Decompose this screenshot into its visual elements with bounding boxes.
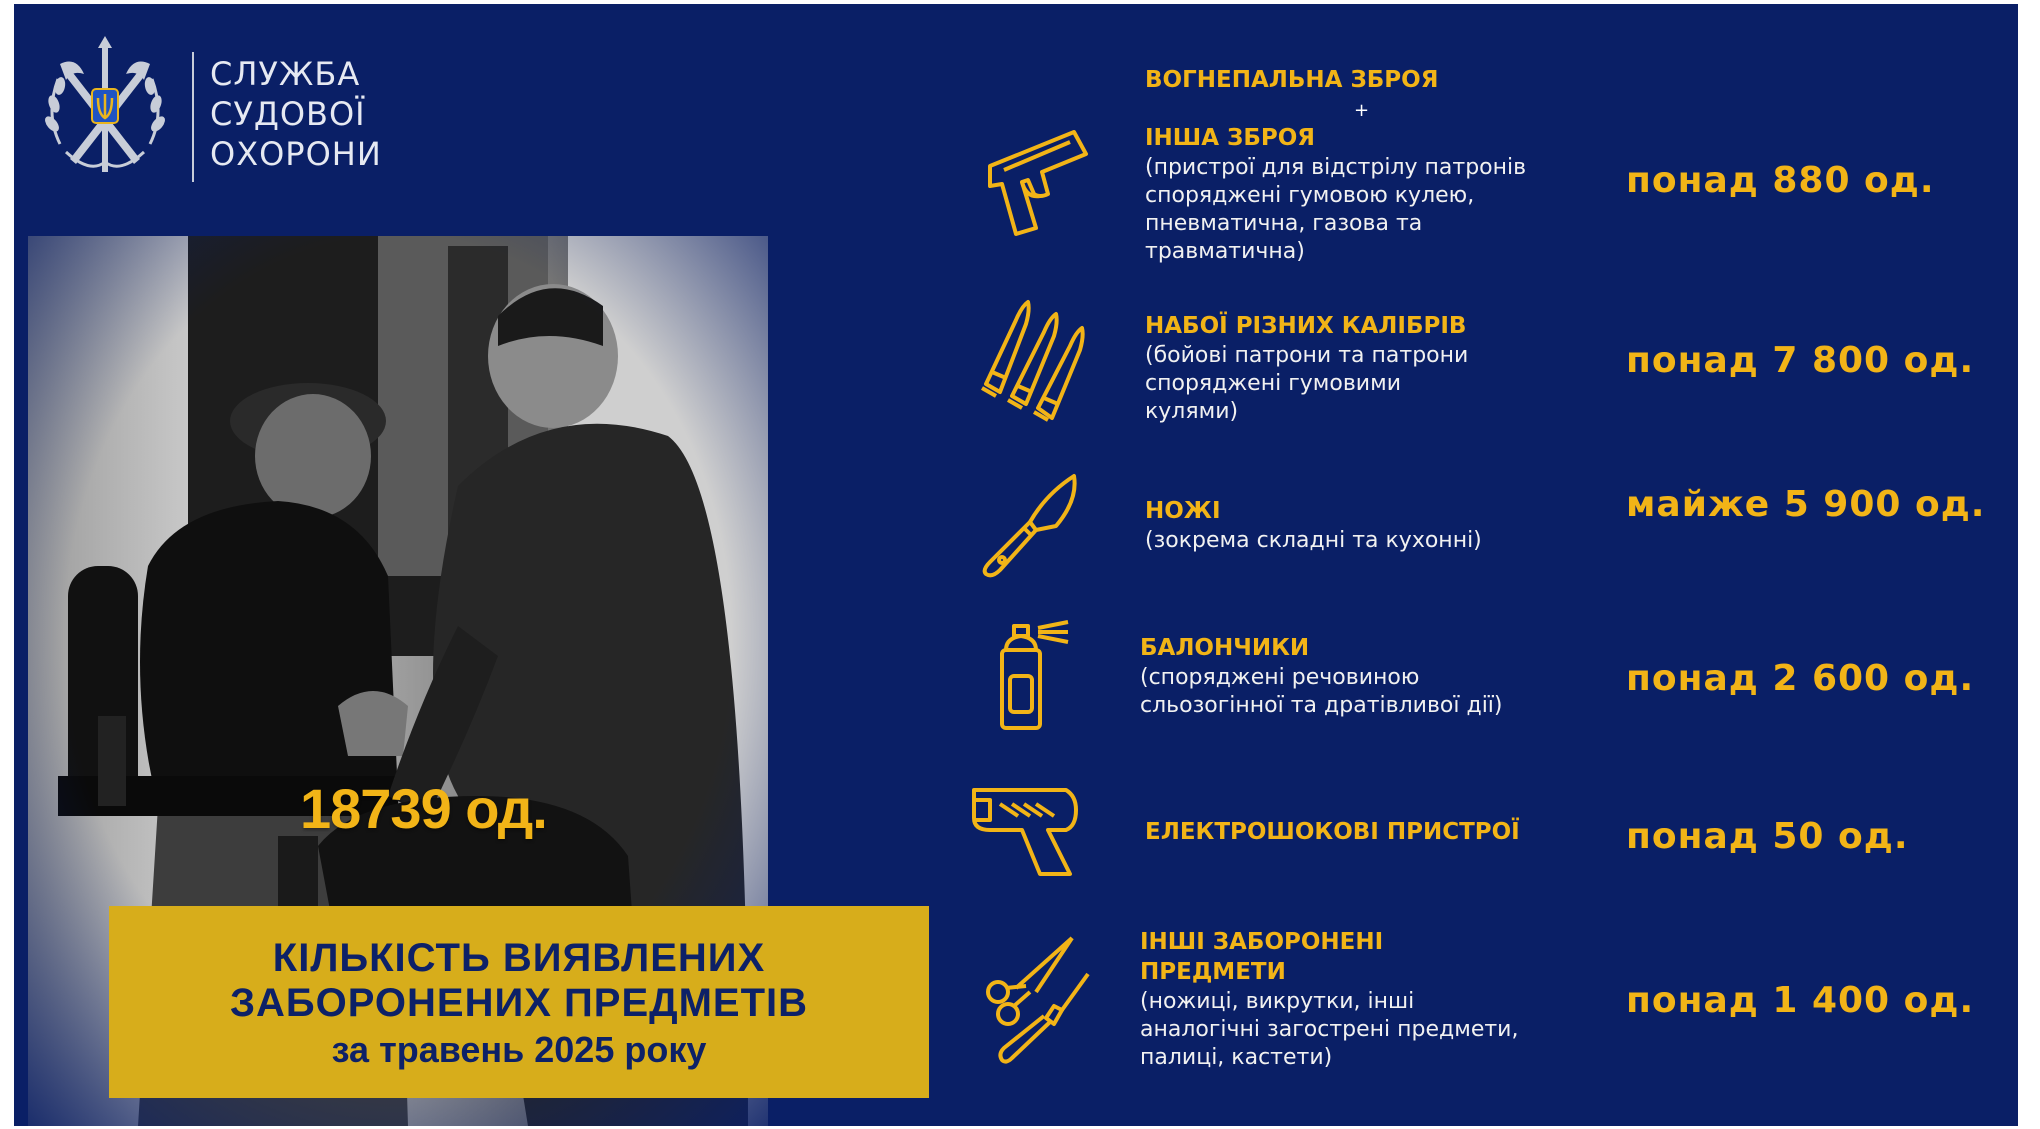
item-title: ВОГНЕПАЛЬНА ЗБРОЯ (1145, 67, 1439, 93)
item-value: понад 50 од. (1626, 816, 1909, 857)
pistol-icon (982, 124, 1092, 239)
organization-name-line: СУДОВОЇ (210, 95, 366, 133)
organization-name (210, 54, 382, 174)
bullets-icon (972, 296, 1092, 426)
headline-line: ЗАБОРОНЕНИХ ПРЕДМЕТІВ (229, 981, 809, 1025)
item-title: НОЖІ (1145, 498, 1221, 524)
item-description-line: аналогічні загострені предмети, (1140, 1017, 1519, 1042)
item-description-line: (бойові патрони та патрони (1145, 343, 1469, 368)
item-description-line: (ножиці, викрутки, інші (1140, 989, 1415, 1014)
item-description-line: споряджені гумовими (1145, 371, 1401, 396)
item-title: ЕЛЕКТРОШОКОВІ ПРИСТРОЇ (1145, 819, 1520, 845)
item-description-line: (зокрема складні та кухонні) (1145, 528, 1482, 553)
item-description-line: кулями) (1145, 399, 1239, 424)
headline-period: за травень 2025 року (331, 1029, 707, 1070)
spray-can-icon (992, 620, 1072, 732)
item-value: понад 1 400 од. (1626, 980, 1975, 1021)
logo-divider (192, 52, 194, 182)
plus-sign: + (1354, 100, 1370, 121)
item-title: ІНШІ ЗАБОРОНЕНІ (1140, 929, 1384, 955)
knife-icon (976, 470, 1086, 582)
item-description (1140, 988, 1518, 1072)
headline-line: КІЛЬКІСТЬ ВИЯВЛЕНИХ (272, 936, 766, 980)
infographic-slide (14, 4, 2018, 1126)
item-description (1140, 664, 1503, 720)
organization-name-line: ОХОРОНИ (210, 135, 382, 173)
item-description-line: (споряджені речовиною (1140, 665, 1420, 690)
taser-icon (970, 786, 1082, 878)
headline-box (109, 906, 929, 1098)
item-title: ІНША ЗБРОЯ (1145, 125, 1316, 151)
item-value: понад 7 800 од. (1626, 340, 1975, 381)
item-description-line: пневматична, газова та (1145, 211, 1423, 236)
item-value: понад 2 600 од. (1626, 658, 1975, 699)
item-description-line: палиці, кастети) (1140, 1045, 1333, 1070)
organization-name-line: СЛУЖБА (210, 55, 361, 93)
item-value: майже 5 900 од. (1626, 484, 1986, 525)
item-title: БАЛОНЧИКИ (1140, 635, 1310, 661)
item-description-line: травматична) (1145, 239, 1305, 264)
item-description-line: сльозогінної та дратівливої дії) (1140, 693, 1503, 718)
item-value: понад 880 од. (1626, 160, 1935, 201)
item-description (1145, 342, 1468, 426)
item-description (1145, 154, 1526, 266)
item-title: НАБОЇ РІЗНИХ КАЛІБРІВ (1145, 313, 1467, 339)
item-description (1145, 527, 1482, 555)
scissors-screwdriver-icon (976, 932, 1096, 1067)
court-security-emblem-icon (30, 34, 180, 184)
item-description-line: (пристрої для відстрілу патронів (1145, 155, 1527, 180)
item-title: ПРЕДМЕТИ (1140, 959, 1286, 985)
item-description-line: споряджені гумовою кулею, (1145, 183, 1475, 208)
total-count: 18739 од. (300, 777, 547, 840)
